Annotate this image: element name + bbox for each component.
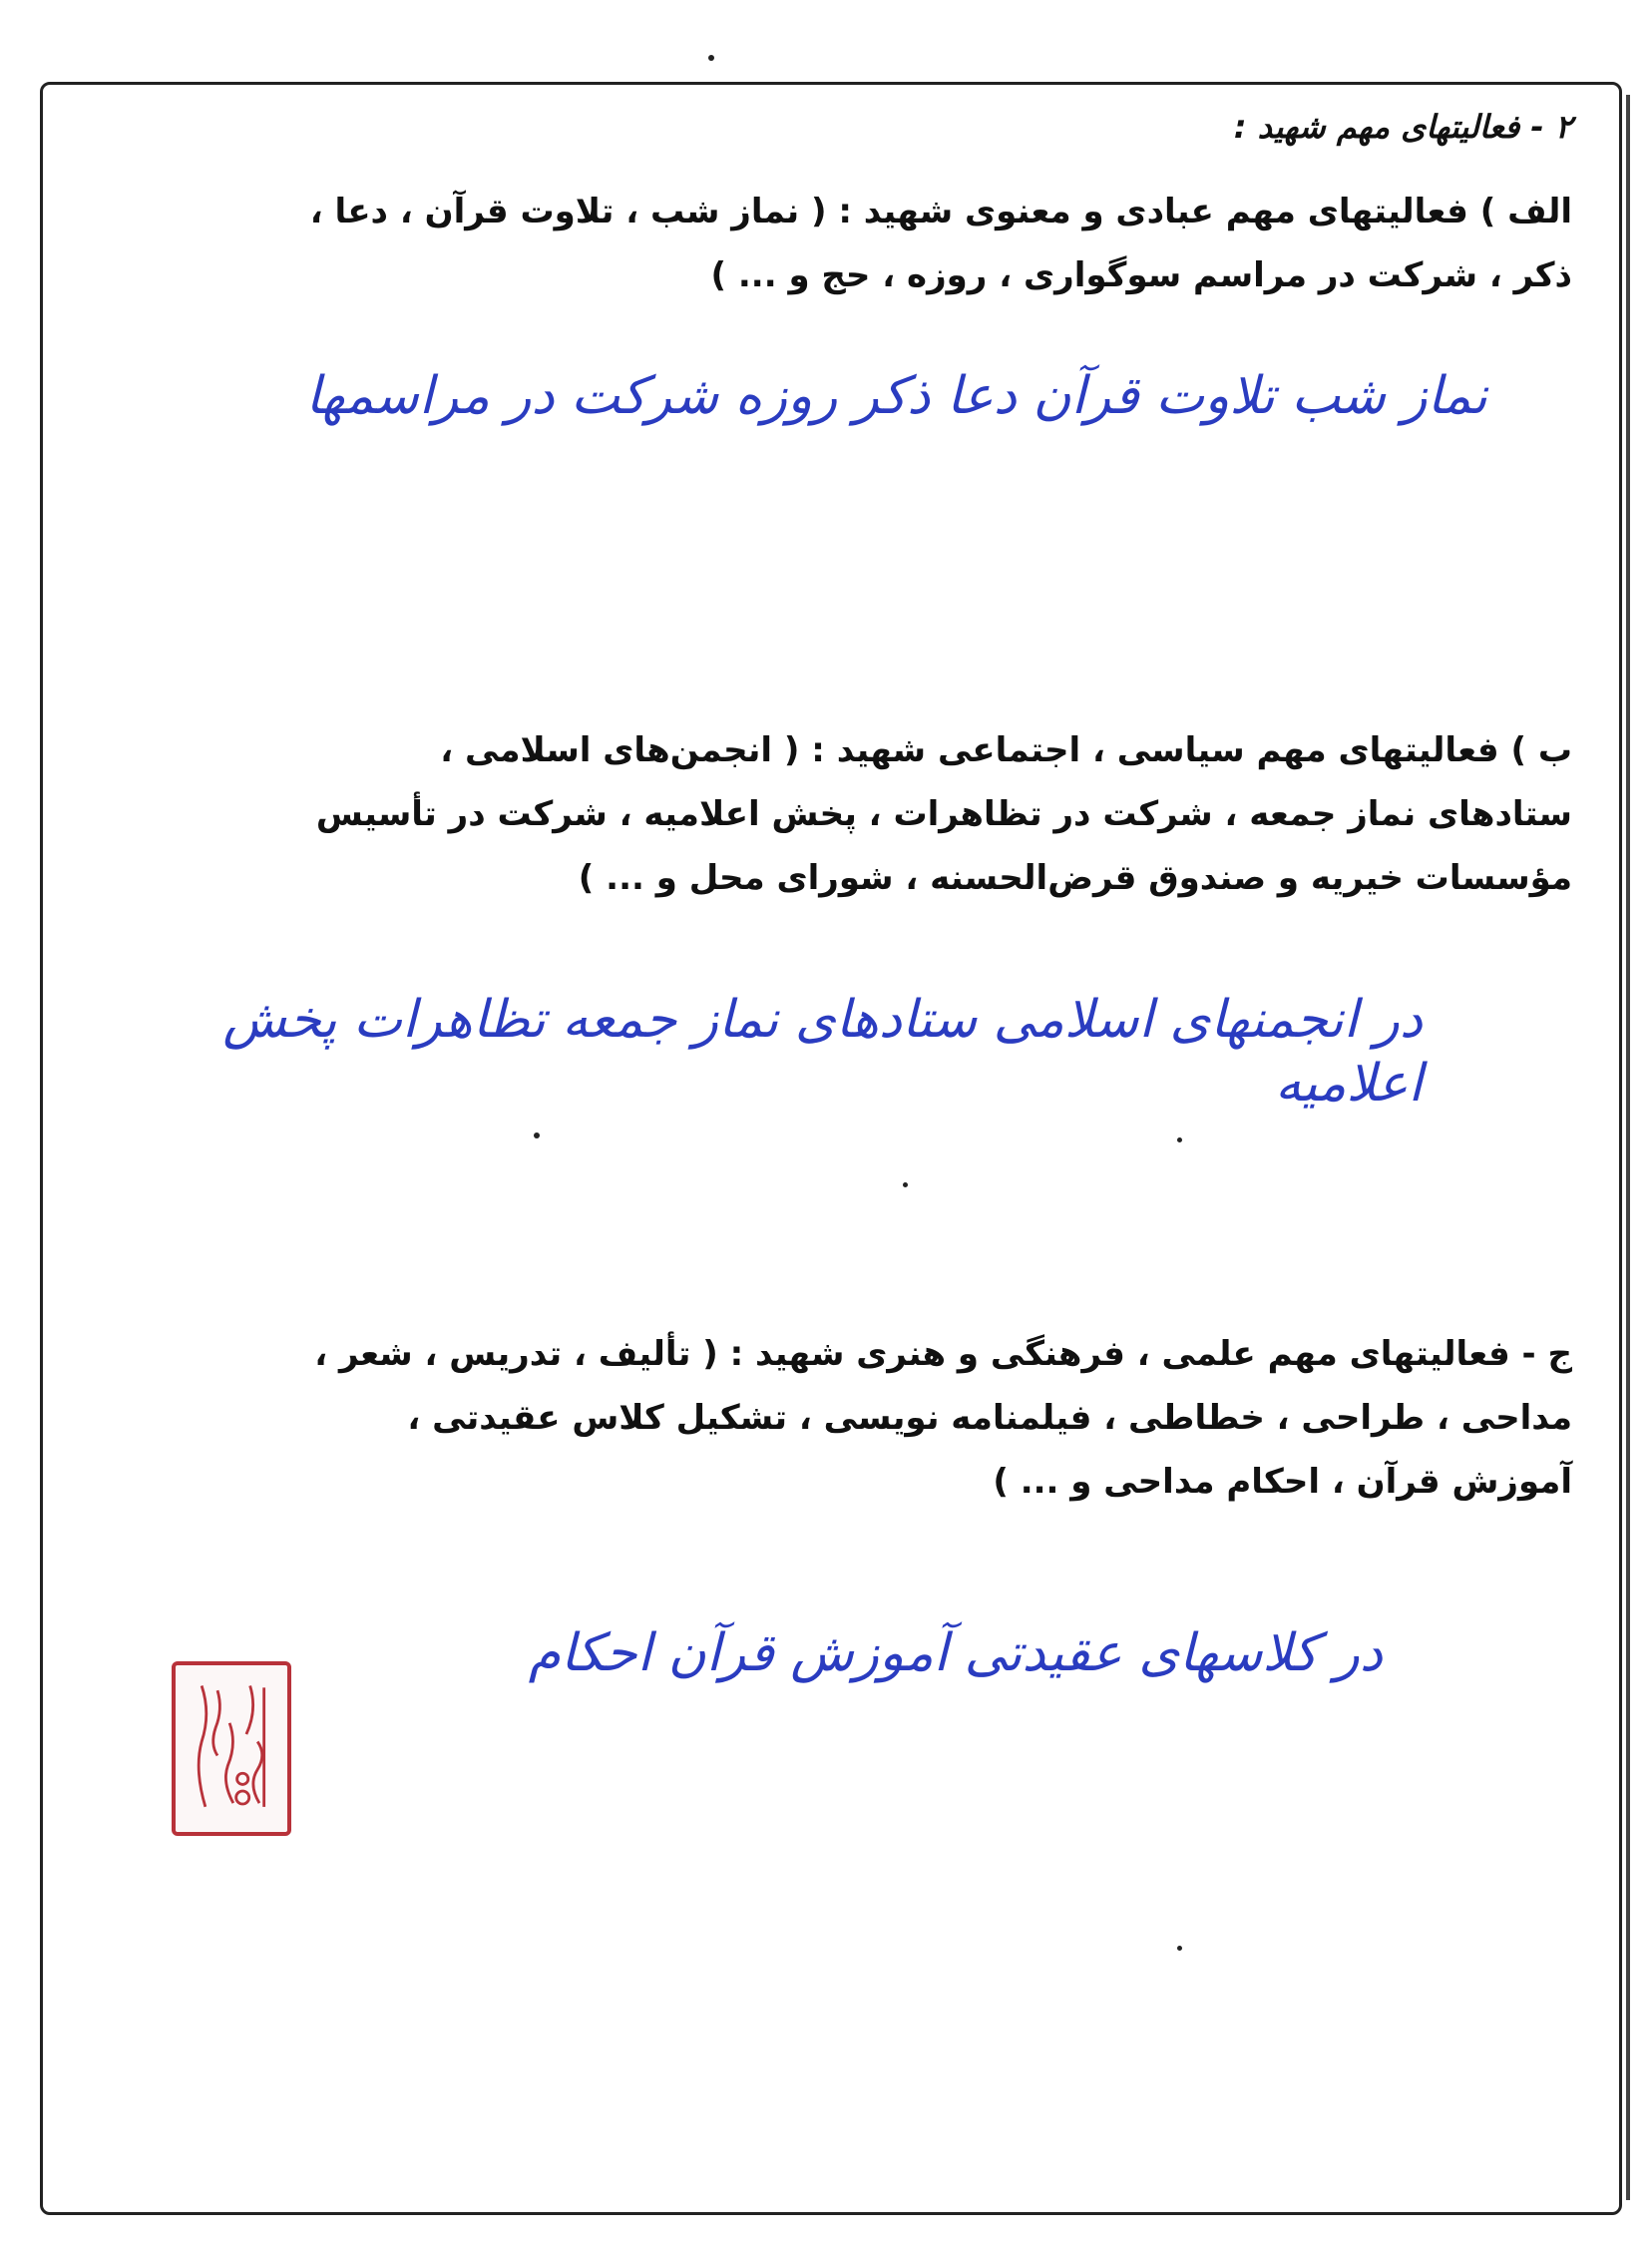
section-b-handwritten-answer: در انجمنهای اسلامی ستادهای نماز جمعه تظاهرات پخش اعلامیه (222, 990, 1423, 1114)
section-a-line-2: ذکر ، شرکت در مراسم سوگواری ، روزه ، حج و ... ) (710, 255, 1572, 295)
ink-speck (1177, 1946, 1182, 1951)
ink-speck (1177, 1137, 1182, 1142)
section-c-line-2: مداحی ، طراحی ، خطاطی ، فیلمنامه نویسی ، تشکیل کلاس عقیدتی ، (407, 1398, 1572, 1438)
section-b-line-3: مؤسسات خیریه و صندوق قرض‌الحسنه ، شورای محل و ... ) (578, 858, 1572, 898)
section-c-handwritten-answer: در کلاسهای عقیدتی آموزش قرآن احکام (528, 1623, 1383, 1683)
section-c-line-3: آموزش قرآن ، احکام مداحی و ... ) (993, 1462, 1572, 1502)
province-code-stamp (172, 1661, 291, 1836)
page-border-edge (1626, 95, 1630, 2200)
ink-speck (708, 55, 714, 61)
section-b-line-2: ستادهای نماز جمعه ، شرکت در تظاهرات ، پخش اعلامیه ، شرکت در تأسیس (315, 794, 1572, 834)
section-a-line-1: الف ) فعالیتهای مهم عبادی و معنوی شهید : ( نماز شب ، تلاوت قرآن ، دعا ، (309, 192, 1572, 231)
section-a-handwritten-answer: نماز شب تلاوت قرآن دعا ذکر روزه شرکت در مراسمها (305, 366, 1487, 426)
section-a-printed (66, 180, 1572, 307)
stamp-seal-icon (176, 1665, 287, 1832)
section-b-printed (66, 718, 1572, 910)
section-heading: ۲ - فعالیتهای مهم شهید : (1233, 108, 1572, 146)
section-b-line-1: ب ) فعالیتهای مهم سیاسی ، اجتماعی شهید : ( انجمن‌های اسلامی ، (440, 730, 1572, 770)
ink-speck (903, 1182, 908, 1187)
section-c-printed (66, 1322, 1572, 1514)
ink-speck (534, 1132, 540, 1138)
section-c-line-1: ج - فعالیتهای مهم علمی ، فرهنگی و هنری شهید : ( تألیف ، تدریس ، شعر ، (314, 1334, 1572, 1374)
